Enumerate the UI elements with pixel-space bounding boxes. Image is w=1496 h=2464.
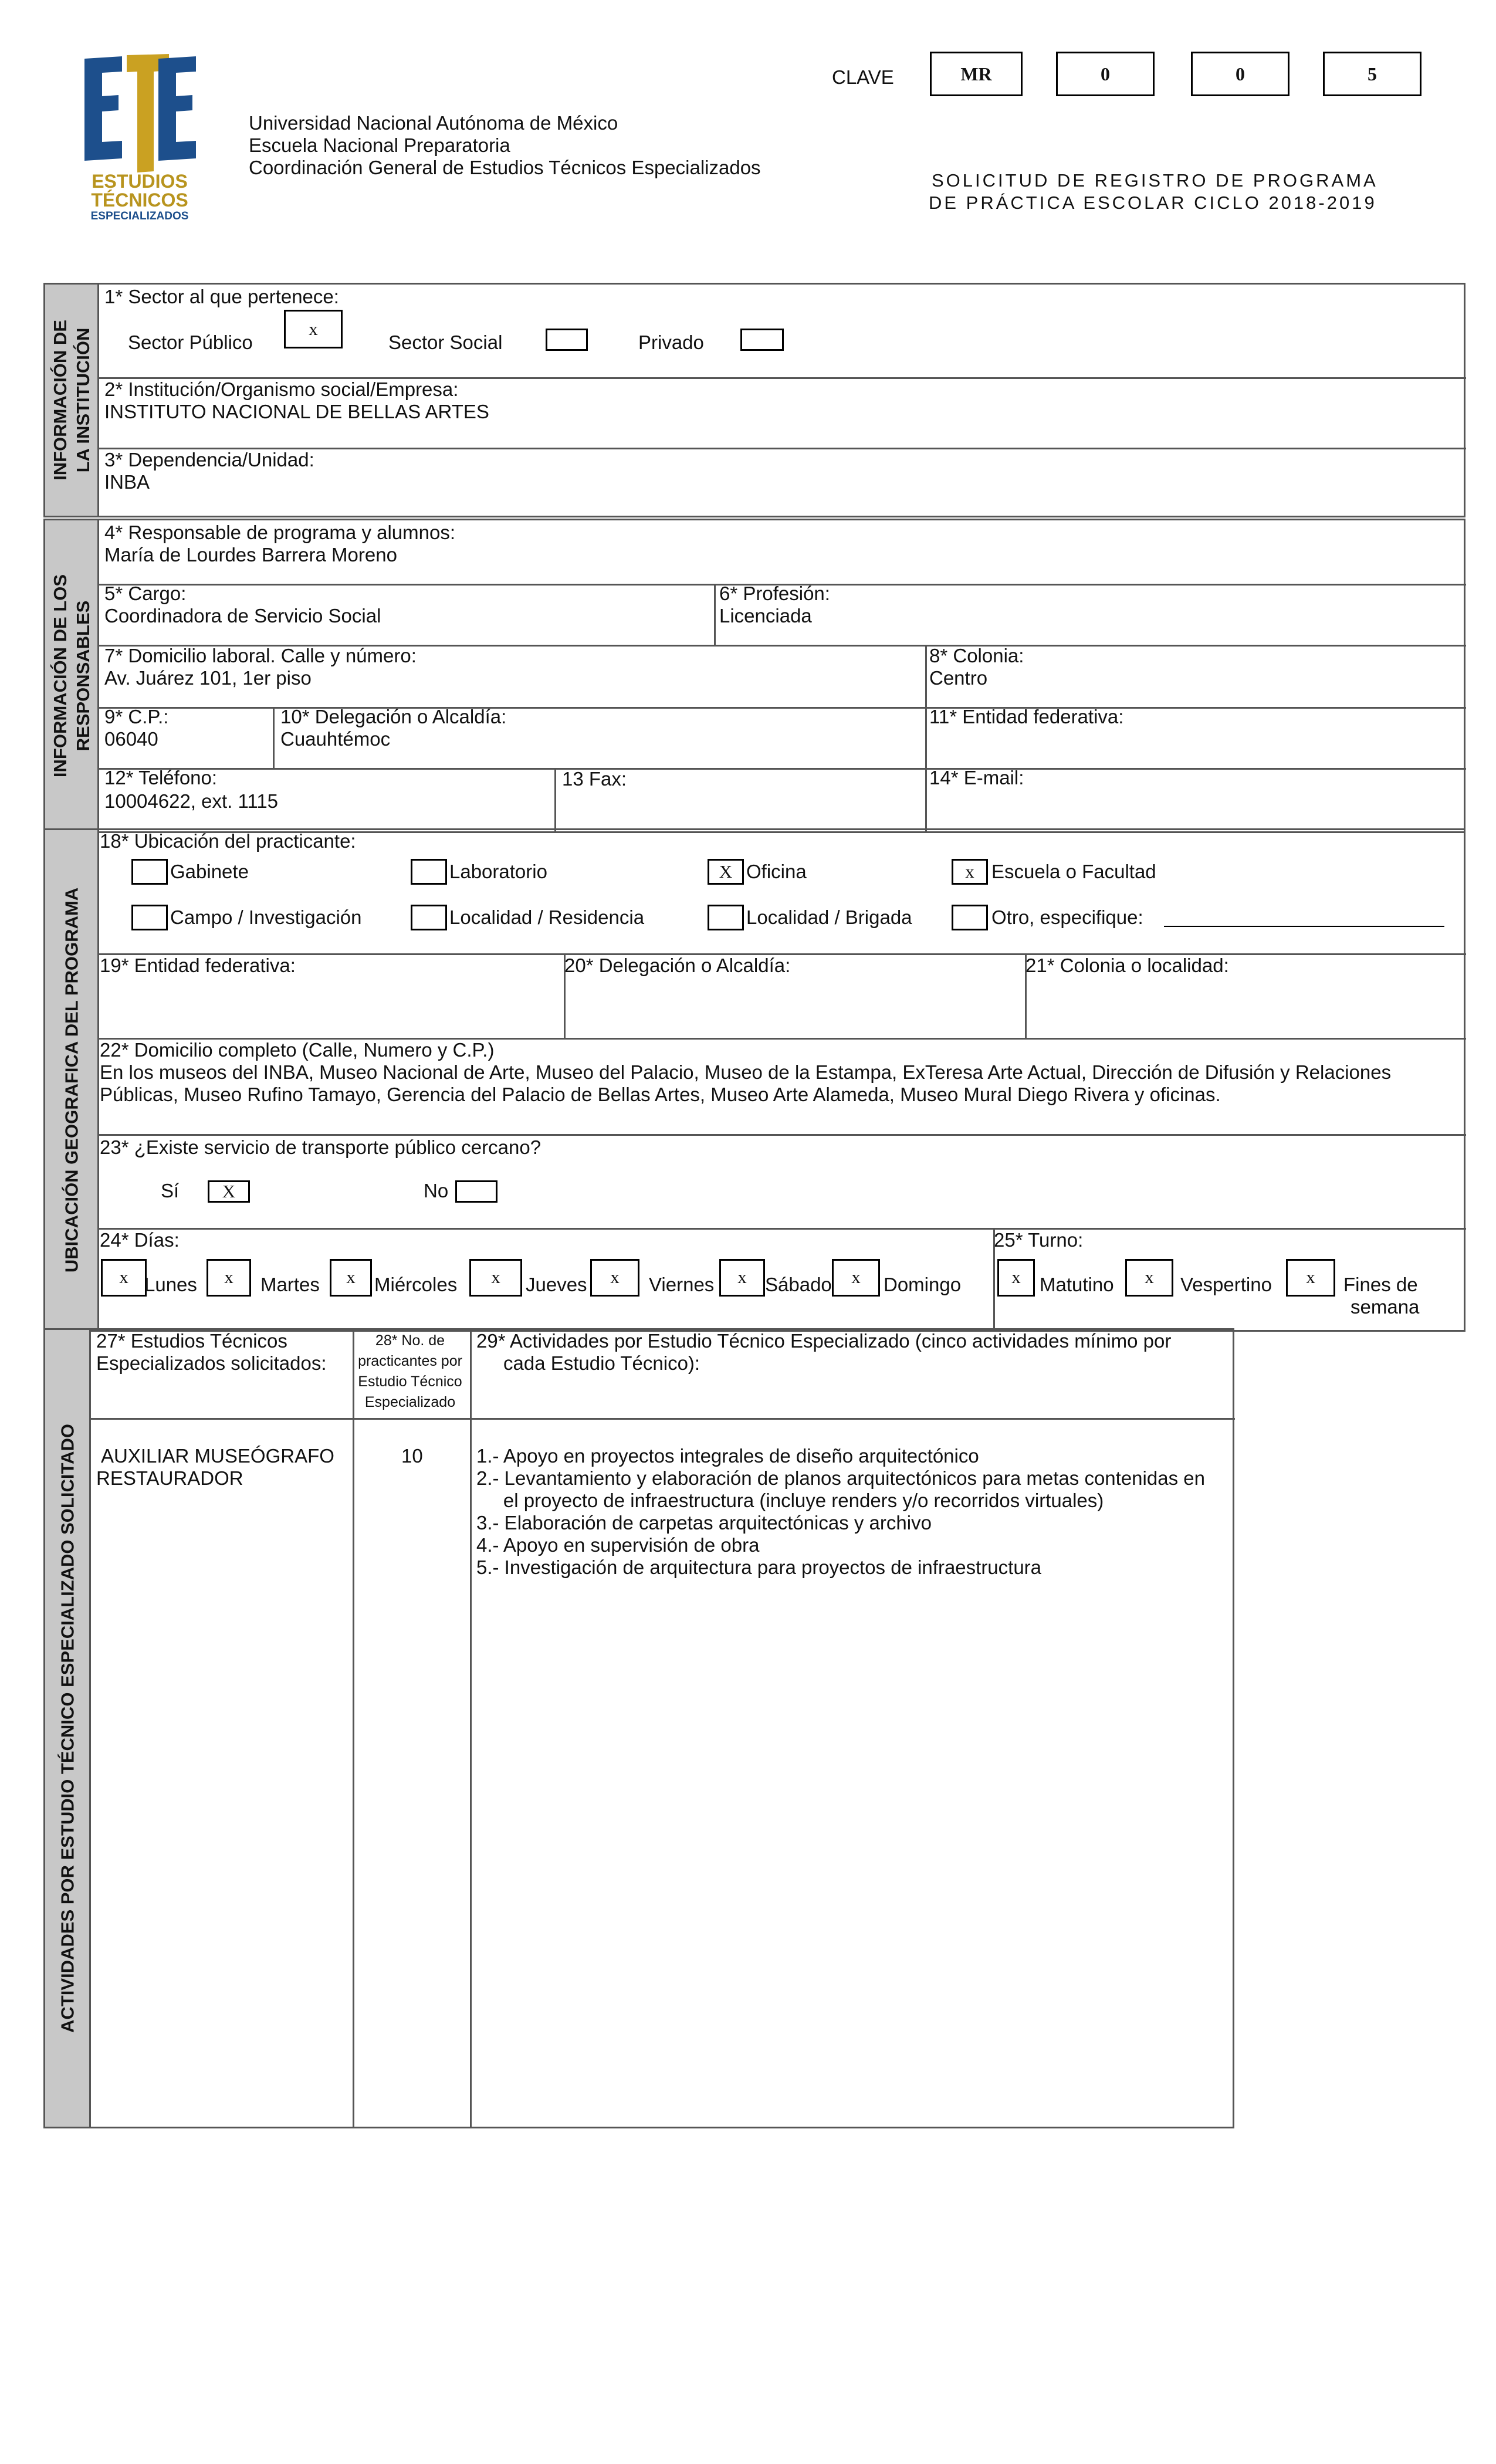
domicilio-completo-line1: En los museos del INBA, Museo Nacional de Arte, Museo del Palacio, Museo de la Estampa, ExTeresa Arte Actual, Dirección de Difusión y Relaciones bbox=[100, 1061, 1392, 1083]
domicilio-label: 7* Domicilio laboral. Calle y número: bbox=[104, 645, 417, 666]
cp-value: 06040 bbox=[104, 728, 158, 750]
entidad-federativa-label: 19* Entidad federativa: bbox=[100, 955, 296, 976]
colonia-value: Centro bbox=[929, 667, 988, 689]
clave-label: CLAVE bbox=[832, 66, 894, 88]
otro-checkbox[interactable] bbox=[952, 905, 988, 930]
actividades-header1: 29* Actividades por Estudio Técnico Especializado (cinco actividades mínimo por bbox=[476, 1330, 1172, 1352]
localidad-residencia-checkbox[interactable] bbox=[411, 905, 447, 930]
sabado-checkbox[interactable]: x bbox=[719, 1259, 765, 1297]
si-checkbox[interactable]: X bbox=[208, 1180, 250, 1203]
actividad-2: 2.- Levantamiento y elaboración de planos arquitectónicos para metas contenidas en bbox=[476, 1467, 1205, 1489]
jueves-label: Jueves bbox=[526, 1274, 587, 1295]
colonia-label: 8* Colonia: bbox=[929, 645, 1024, 666]
colonia-localidad-label: 21* Colonia o localidad: bbox=[1025, 955, 1229, 976]
sector-publico-label: Sector Público bbox=[128, 331, 253, 353]
practicantes-value: 10 bbox=[401, 1445, 423, 1467]
vespertino-checkbox[interactable]: x bbox=[1125, 1259, 1173, 1297]
practicantes-header4: Especializado bbox=[364, 1394, 456, 1410]
campo-checkbox[interactable] bbox=[131, 905, 168, 930]
otro-specify-line[interactable] bbox=[1164, 926, 1444, 927]
inst-line1: Universidad Nacional Autónoma de México bbox=[249, 112, 618, 134]
lunes-label: Lunes bbox=[144, 1274, 197, 1295]
privado-checkbox[interactable] bbox=[740, 329, 784, 351]
cargo-label: 5* Cargo: bbox=[104, 583, 187, 604]
sector-publico-checkbox[interactable]: x bbox=[284, 310, 343, 348]
actividad-4: 4.- Apoyo en supervisión de obra bbox=[476, 1534, 760, 1556]
fines-semana-label2: semana bbox=[1351, 1296, 1420, 1318]
si-label: Sí bbox=[161, 1180, 180, 1201]
clave-box-1: MR bbox=[930, 52, 1023, 96]
actividades-header2: cada Estudio Técnico): bbox=[503, 1352, 700, 1374]
side-text-responsables: INFORMACIÓN DE LOS RESPONSABLES bbox=[49, 574, 93, 778]
doc-title-line2: DE PRÁCTICA ESCOLAR CICLO 2018-2019 bbox=[929, 192, 1377, 213]
domingo-label: Domingo bbox=[884, 1274, 962, 1295]
escuela-checkbox[interactable]: x bbox=[952, 859, 988, 885]
domicilio-value: Av. Juárez 101, 1er piso bbox=[104, 667, 312, 689]
sabado-label: Sábado bbox=[765, 1274, 832, 1295]
side-label-ubicacion bbox=[45, 830, 99, 1330]
logo-sub2: TÉCNICOS bbox=[91, 189, 188, 211]
inst-line3: Coordinación General de Estudios Técnicos Especializados bbox=[249, 157, 761, 178]
localidad-brigada-checkbox[interactable] bbox=[708, 905, 744, 930]
telefono-value: 10004622, ext. 1115 bbox=[104, 790, 279, 812]
campo-label: Campo / Investigación bbox=[170, 906, 362, 928]
practicantes-header2: practicantes por bbox=[358, 1353, 462, 1369]
estudios-header2: Especializados solicitados: bbox=[96, 1352, 327, 1374]
institucion-value: INSTITUTO NACIONAL DE BELLAS ARTES bbox=[104, 401, 489, 422]
practicantes-header3: Estudio Técnico bbox=[358, 1373, 462, 1390]
transporte-label: 23* ¿Existe servicio de transporte público cercano? bbox=[100, 1136, 541, 1158]
sector-social-label: Sector Social bbox=[388, 331, 503, 353]
clave-box-4: 5 bbox=[1323, 52, 1421, 96]
turno-label: 25* Turno: bbox=[994, 1229, 1084, 1251]
doc-title-line1: SOLICITUD DE REGISTRO DE PROGRAMA bbox=[932, 170, 1378, 191]
martes-label: Martes bbox=[260, 1274, 320, 1295]
no-checkbox[interactable] bbox=[455, 1180, 497, 1203]
miercoles-checkbox[interactable]: x bbox=[330, 1259, 372, 1297]
actividad-2-cont: el proyecto de infraestructura (incluye renders y/o recorridos virtuales) bbox=[476, 1490, 1104, 1511]
estudios-header1: 27* Estudios Técnicos bbox=[96, 1330, 287, 1352]
gabinete-label: Gabinete bbox=[170, 861, 249, 882]
sector-label: 1* Sector al que pertenece: bbox=[104, 286, 339, 307]
oficina-label: Oficina bbox=[746, 861, 807, 882]
estudio-name-line2: RESTAURADOR bbox=[96, 1467, 243, 1489]
jueves-checkbox[interactable]: x bbox=[469, 1259, 522, 1297]
matutino-checkbox[interactable]: x bbox=[997, 1259, 1035, 1297]
clave-box-3: 0 bbox=[1191, 52, 1289, 96]
dependencia-value: INBA bbox=[104, 471, 150, 493]
escuela-label: Escuela o Facultad bbox=[991, 861, 1156, 882]
side-text-ubicacion: UBICACIÓN GEOGRAFICA DEL PROGRAMA bbox=[61, 887, 82, 1273]
side-text-institucion: INFORMACIÓN DE LA INSTITUCIÓN bbox=[49, 320, 93, 480]
no-label: No bbox=[424, 1180, 449, 1201]
sector-social-checkbox[interactable] bbox=[546, 329, 588, 351]
profesion-label: 6* Profesión: bbox=[719, 583, 830, 604]
localidad-residencia-label: Localidad / Residencia bbox=[449, 906, 645, 928]
email-label: 14* E-mail: bbox=[929, 767, 1024, 788]
domicilio-completo-label: 22* Domicilio completo (Calle, Numero y C.P.) bbox=[100, 1039, 495, 1061]
side-label-actividades bbox=[45, 1330, 91, 2127]
fax-label: 13 Fax: bbox=[562, 768, 627, 790]
estudio-name-line1: AUXILIAR MUSEÓGRAFO bbox=[101, 1445, 334, 1467]
matutino-label: Matutino bbox=[1040, 1274, 1114, 1295]
institucion-label: 2* Institución/Organismo social/Empresa: bbox=[104, 378, 459, 400]
domicilio-completo-line2: Públicas, Museo Rufino Tamayo, Gerencia del Palacio de Bellas Artes, Museo Arte Alameda, Museo Mural Diego Rivera y oficinas. bbox=[100, 1084, 1221, 1105]
ete-logo-mark bbox=[81, 54, 198, 177]
ubicacion-label: 18* Ubicación del practicante: bbox=[100, 830, 356, 852]
cp-label: 9* C.P.: bbox=[104, 706, 169, 727]
logo-sub3: ESPECIALIZADOS bbox=[90, 210, 189, 222]
privado-label: Privado bbox=[638, 331, 704, 353]
practicantes-header1: 28* No. de bbox=[375, 1332, 445, 1349]
laboratorio-label: Laboratorio bbox=[449, 861, 547, 882]
profesion-value: Licenciada bbox=[719, 605, 812, 627]
practicantes-header bbox=[352, 1331, 468, 1413]
side-label-responsables bbox=[45, 520, 99, 831]
dependencia-label: 3* Dependencia/Unidad: bbox=[104, 449, 314, 471]
fines-semana-label1: Fines de bbox=[1343, 1274, 1418, 1295]
inst-line2: Escuela Nacional Preparatoria bbox=[249, 134, 510, 156]
laboratorio-checkbox[interactable] bbox=[411, 859, 447, 885]
responsable-label: 4* Responsable de programa y alumnos: bbox=[104, 522, 456, 543]
miercoles-label: Miércoles bbox=[374, 1274, 458, 1295]
delegacion-value: Cuauhtémoc bbox=[280, 728, 391, 750]
cargo-value: Coordinadora de Servicio Social bbox=[104, 605, 381, 627]
localidad-brigada-label: Localidad / Brigada bbox=[746, 906, 912, 928]
oficina-checkbox[interactable]: X bbox=[708, 859, 744, 885]
delegacion-label: 10* Delegación o Alcaldía: bbox=[280, 706, 507, 727]
side-label-institucion bbox=[45, 285, 99, 516]
logo-sub1: ESTUDIOS bbox=[92, 171, 188, 192]
otro-label: Otro, especifique: bbox=[991, 906, 1143, 928]
side-text-actividades: ACTIVIDADES POR ESTUDIO TÉCNICO ESPECIALIZADO SOLICITADO bbox=[57, 1424, 77, 2033]
delegacion-alcaldia-label: 20* Delegación o Alcaldía: bbox=[564, 955, 791, 976]
vespertino-label: Vespertino bbox=[1180, 1274, 1272, 1295]
viernes-checkbox[interactable]: x bbox=[590, 1259, 639, 1297]
martes-checkbox[interactable]: x bbox=[207, 1259, 251, 1297]
actividad-5: 5.- Investigación de arquitectura para proyectos de infraestructura bbox=[476, 1556, 1042, 1578]
domingo-checkbox[interactable]: x bbox=[832, 1259, 880, 1297]
telefono-label: 12* Teléfono: bbox=[104, 767, 218, 788]
gabinete-checkbox[interactable] bbox=[131, 859, 168, 885]
lunes-checkbox[interactable]: x bbox=[101, 1259, 147, 1297]
actividad-3: 3.- Elaboración de carpetas arquitectónicas y archivo bbox=[476, 1512, 932, 1534]
dias-label: 24* Días: bbox=[100, 1229, 180, 1251]
fines-semana-checkbox[interactable]: x bbox=[1286, 1259, 1335, 1297]
actividad-1: 1.- Apoyo en proyectos integrales de diseño arquitectónico bbox=[476, 1445, 979, 1467]
responsable-value: María de Lourdes Barrera Moreno bbox=[104, 544, 397, 566]
clave-box-2: 0 bbox=[1056, 52, 1155, 96]
ete-logo bbox=[81, 54, 198, 230]
entidad-label: 11* Entidad federativa: bbox=[929, 706, 1124, 727]
viernes-label: Viernes bbox=[649, 1274, 715, 1295]
